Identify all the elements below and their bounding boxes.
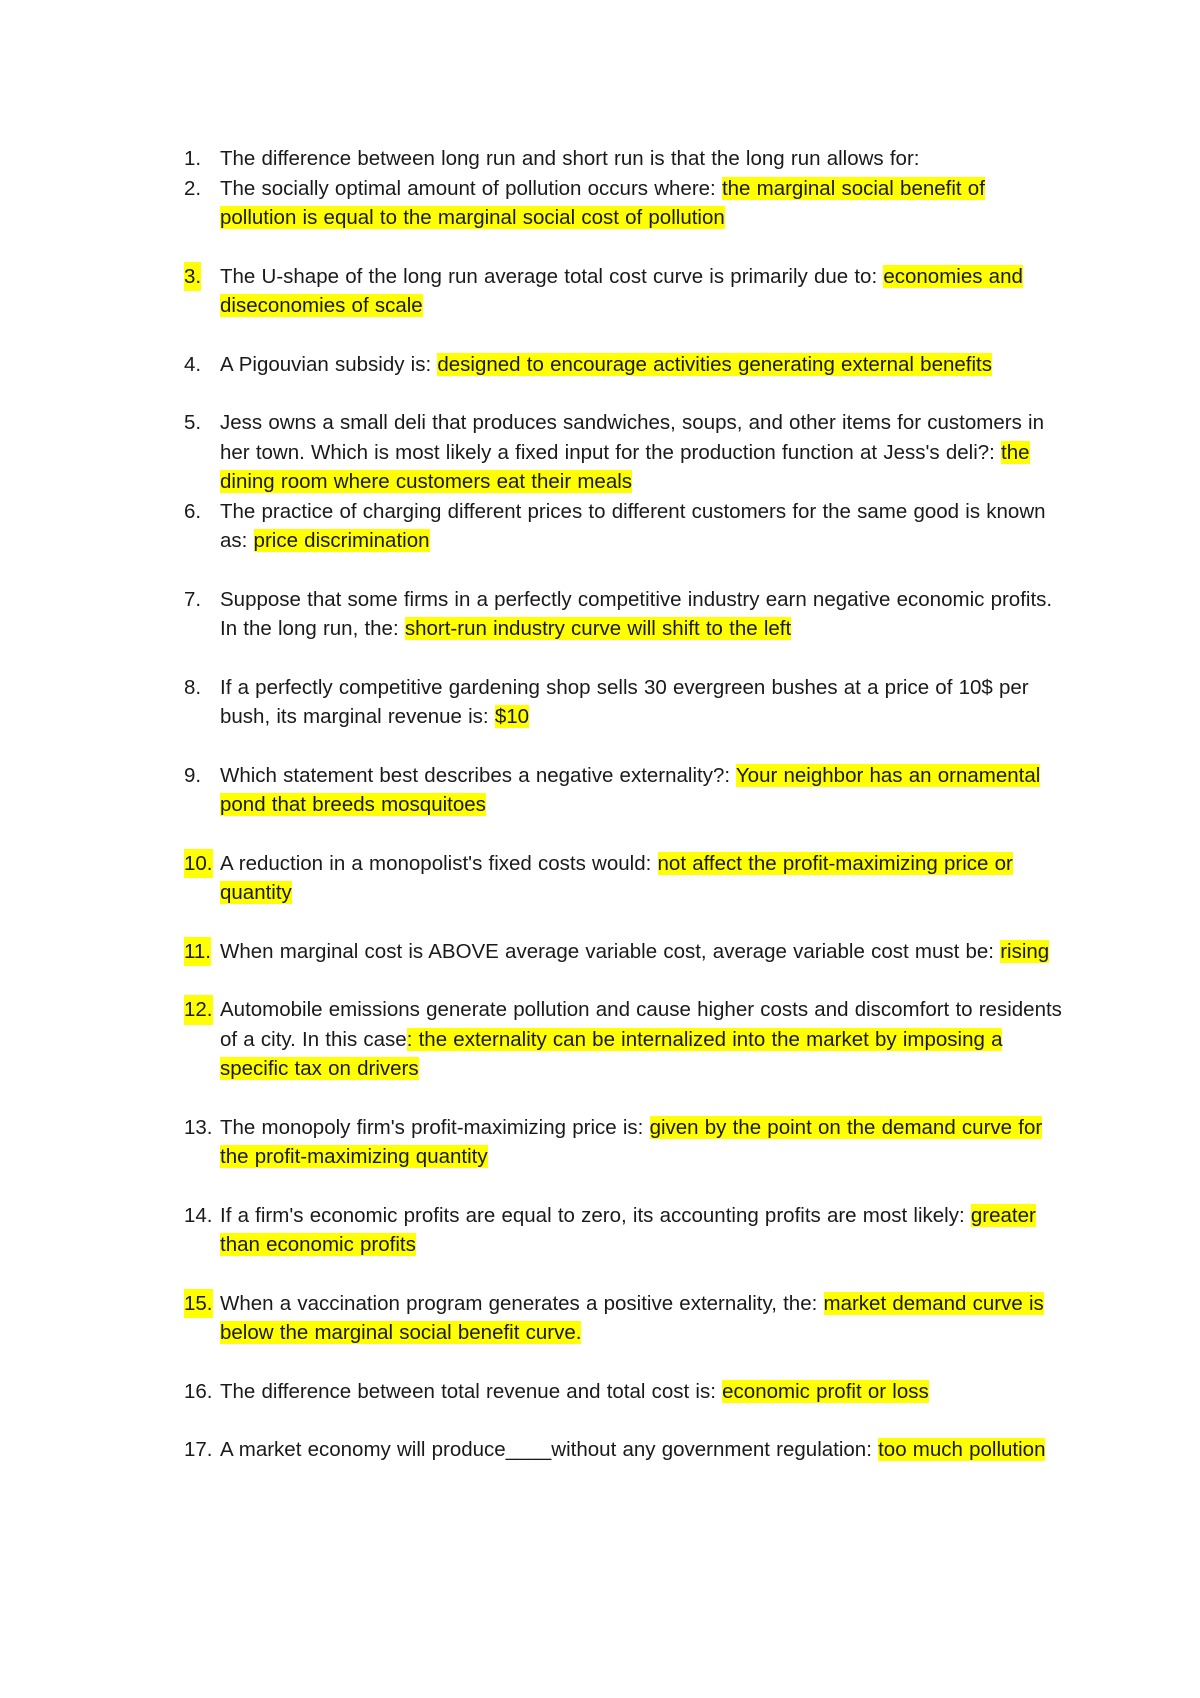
question-text: The socially optimal amount of pollution occurs where: [220, 176, 722, 200]
question-item-17 [184, 1435, 1064, 1465]
question-text: The U-shape of the long run average total cost curve is primarily due to: [220, 264, 884, 288]
question-text: When a vaccination program generates a positive externality, the: [220, 1291, 824, 1315]
question-item-15 [184, 1289, 1064, 1348]
question-item-8 [184, 673, 1064, 732]
question-item-3 [184, 262, 1064, 321]
question-item-9 [184, 761, 1064, 820]
question-number: 13. [184, 1115, 213, 1139]
highlighted-answer: greater than economic profits [220, 1203, 1036, 1256]
question-item-10 [184, 849, 1064, 908]
question-item-16 [184, 1377, 1064, 1407]
highlighted-answer: market demand curve is below the marginal social benefit curve. [220, 1291, 1044, 1344]
question-number: 14. [184, 1203, 213, 1227]
highlighted-answer: too much pollution [878, 1438, 1046, 1461]
highlighted-answer: Your neighbor has an ornamental pond that breeds mosquitoes [220, 763, 1041, 816]
question-text: The practice of charging different prices to different customers for the same good is known as: [220, 499, 1046, 552]
highlighted-answer: economies and diseconomies of scale [220, 264, 1023, 317]
highlighted-answer: rising [1000, 939, 1050, 963]
highlighted-answer: the dining room where customers eat their meals [220, 440, 1030, 493]
highlighted-answer: given by the point on the demand curve for the profit-maximizing quantity [220, 1115, 1043, 1168]
question-item-2 [184, 174, 1064, 233]
question-text: The difference between total revenue and total cost is: [220, 1379, 723, 1403]
question-number: 5. [184, 411, 202, 434]
question-text: A reduction in a monopolist's fixed costs would: [220, 851, 658, 875]
question-number: 8. [184, 675, 202, 699]
question-number: 7. [184, 587, 202, 611]
question-text: Jess owns a small deli that produces sandwiches, soups, and other items for customers in her town. Which is most likely a fixed input for the production function at Jess's deli?: [220, 411, 1044, 464]
highlighted-answer: $10 [494, 705, 530, 728]
question-number: 9. [184, 763, 202, 787]
question-item-7 [184, 585, 1064, 644]
question-text: If a firm's economic profits are equal to zero, its accounting profits are most likely: [220, 1203, 971, 1227]
question-text: The difference between long run and short run is that the long run allows for: [220, 147, 920, 170]
highlighted-answer: designed to encourage activities generating external benefits [437, 352, 992, 376]
question-number: 4. [184, 352, 202, 376]
highlighted-answer: not affect the profit-maximizing price or quantity [220, 851, 1013, 904]
question-item-13 [184, 1113, 1064, 1172]
question-number: 2. [184, 176, 202, 200]
question-number: 17. [184, 1438, 213, 1461]
question-text: A Pigouvian subsidy is: [220, 352, 438, 376]
question-number: 15. [184, 1289, 213, 1319]
question-number: 3. [184, 262, 201, 292]
highlighted-answer: the marginal social benefit of pollution is equal to the marginal social cost of pollution [220, 176, 985, 229]
question-text: The monopoly firm's profit-maximizing price is: [220, 1115, 650, 1139]
question-number: 12. [184, 995, 213, 1025]
question-number: 11. [184, 937, 211, 967]
question-text: When marginal cost is ABOVE average variable cost, average variable cost must be: [220, 939, 1001, 963]
question-list [184, 144, 1064, 1465]
question-number: 1. [184, 147, 202, 170]
question-number: 10. [184, 849, 213, 879]
question-text: If a perfectly competitive gardening shop sells 30 evergreen bushes at a price of 10$ per bush, its marginal revenue is: [220, 675, 1029, 728]
question-text: Which statement best describes a negative externality?: [220, 763, 736, 787]
highlighted-answer: price discrimination [253, 529, 430, 552]
question-item-11 [184, 937, 1064, 967]
question-number: 6. [184, 499, 202, 523]
highlighted-answer: economic profit or loss [722, 1379, 929, 1403]
question-text: Automobile emissions generate pollution and cause higher costs and discomfort to residents of a city. In this case [220, 998, 1062, 1051]
highlighted-answer: short-run industry curve will shift to the left [404, 617, 792, 640]
question-item-12 [184, 995, 1064, 1084]
question-number: 16. [184, 1379, 213, 1403]
question-item-5 [184, 408, 1064, 497]
highlighted-answer: : the externality can be internalized into the market by imposing a specific tax on drivers [220, 1027, 1003, 1080]
question-item-14 [184, 1201, 1064, 1260]
question-item-4 [184, 350, 1064, 380]
question-text: Suppose that some firms in a perfectly competitive industry earn negative economic profits. In the long run, the: [220, 587, 1053, 640]
question-item-1 [184, 144, 1064, 174]
question-text: A market economy will produce____without any government regulation: [220, 1438, 879, 1461]
question-item-6 [184, 497, 1064, 556]
